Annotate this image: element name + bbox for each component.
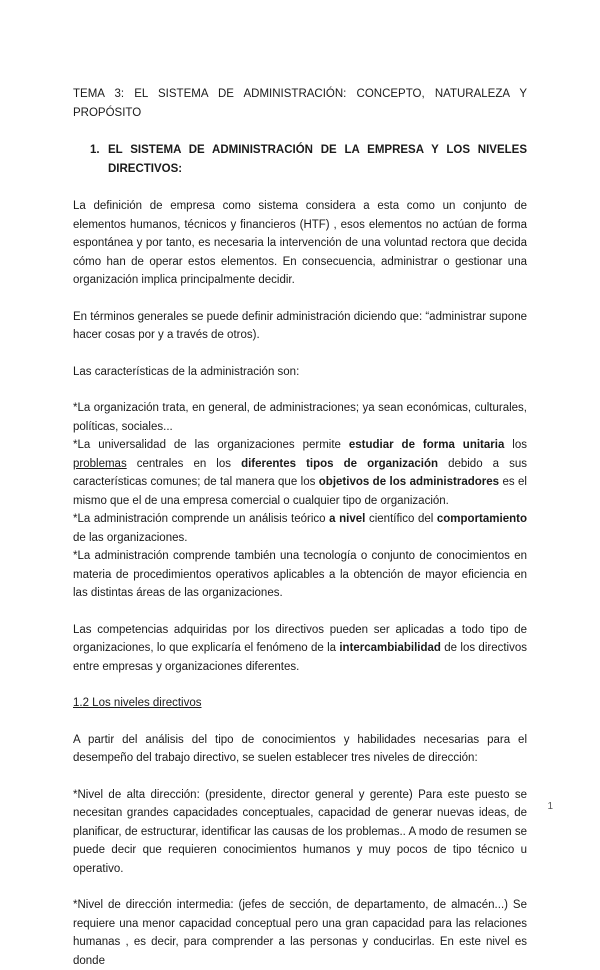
c3-bold-2: comportamiento <box>436 513 527 525</box>
section-number: 1. <box>90 144 100 156</box>
characteristic-2 <box>73 436 527 510</box>
c2-text-3: centrales en los <box>126 457 242 470</box>
paragraph-levels-intro: A partir del análisis del tipo de conocimientos y habilidades necesarias para el desempeño del trabajo directivo, se suelen establecer tres niveles de dirección: <box>73 733 527 764</box>
c3-bold-1: a nivel <box>329 513 366 525</box>
c3-text-1: *La administración comprende un análisis teórico <box>73 513 330 525</box>
c2-underline-1: problemas <box>73 457 127 470</box>
paragraph-middle-management: *Nivel de dirección intermedia: (jefes de sección, de departamento, de almacén...) Se requiere una menor capacidad conceptual pero una gran capacidad para las relaciones humanas , es decir, para comprender a las personas y conducirlas. En este nivel es donde <box>73 899 527 967</box>
paragraph-top-management: *Nivel de alta dirección: (presidente, director general y gerente) Para este puesto se necesitan grandes capacidades conceptuales, capacidad de generar nuevas ideas, de planificar, de estructurar, identificar las causas de los problemas.. A modo de resumen se puede decir que requieren conocimientos humanos y muy pocos de tipo técnico u operativo. <box>73 788 527 875</box>
p4-text-2: de los directivos entre empresas y organizaciones diferentes. <box>73 642 527 673</box>
section-heading <box>73 141 527 178</box>
c2-bold-1: estudiar de forma unitaria <box>348 439 505 451</box>
paragraph-definition: La definición de empresa como sistema considera a esta como un conjunto de elementos humanos, técnicos y financieros (HTF) , esos elementos no actúan de forma espontánea y por tanto, es necesaria la intervención de una voluntad rectora que decida cómo han de operar estos elementos. En consecuencia, administrar o gestionar una organización implica principalmente decidir. <box>73 200 527 286</box>
subheading-niveles-directivos: 1.2 Los niveles directivos <box>73 697 202 709</box>
characteristic-4: *La administración comprende también una tecnología o conjunto de conocimientos en materia de procedimientos operativos aplicables a la obtención de mayor eficiencia en las distintas áreas de las organizaciones. <box>73 550 527 599</box>
characteristic-3 <box>73 510 527 547</box>
c3-text-2: científico del <box>365 513 437 525</box>
p4-bold-1: intercambiabilidad <box>339 642 441 654</box>
c2-text-4: debido a sus características comunes; de tal manera que los <box>73 457 527 488</box>
paragraph-administration-definition: En términos generales se puede definir administración diciendo que: “administrar supone hacer cosas por y a través de otros). <box>73 310 527 341</box>
p4-text-1: Las competencias adquiridas por los directivos pueden ser aplicadas a todo tipo de organizaciones, lo que explicaría el fenómeno de la <box>73 623 527 654</box>
c2-bold-2: diferentes tipos de organización <box>241 457 439 470</box>
document-title: TEMA 3: EL SISTEMA DE ADMINISTRACIÓN: CONCEPTO, NATURALEZA Y PROPÓSITO <box>73 88 527 119</box>
c2-text-5: es el mismo que el de una empresa comercial o cualquier tipo de organización. <box>73 476 527 507</box>
c2-text-1: *La universalidad de las organizaciones permite <box>73 439 349 451</box>
c2-bold-3: objetivos de los administradores <box>318 476 500 488</box>
c3-text-3: de las organizaciones. <box>73 531 188 544</box>
c2-text-2: los <box>504 439 527 451</box>
subheading-wrap <box>73 694 527 713</box>
characteristic-1: *La organización trata, en general, de administraciones; ya sean económicas, culturales, políticas, sociales... <box>73 402 527 433</box>
paragraph-competencies <box>73 621 527 677</box>
page-number: 1 <box>547 800 553 812</box>
paragraph-characteristics-intro: Las características de la administración son: <box>73 365 300 378</box>
section-heading-text: EL SISTEMA DE ADMINISTRACIÓN DE LA EMPRESA Y LOS NIVELES DIRECTIVOS: <box>108 144 527 175</box>
